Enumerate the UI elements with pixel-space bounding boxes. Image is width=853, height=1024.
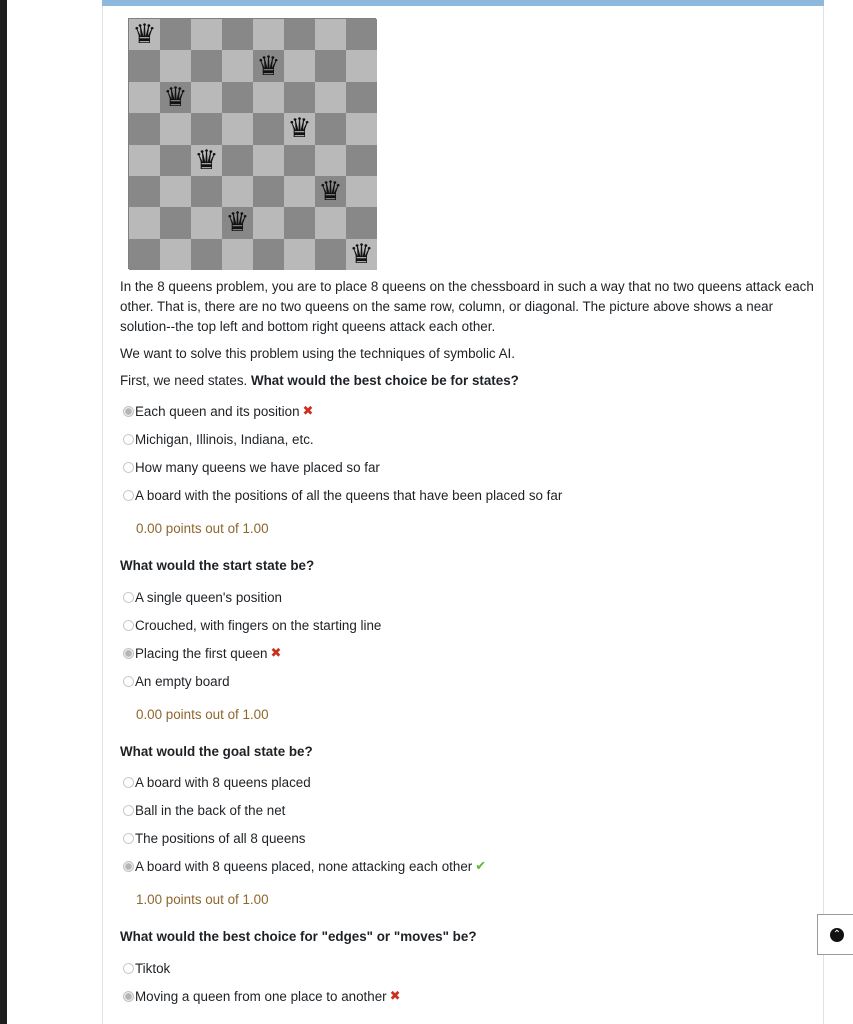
option-label: Crouched, with fingers on the starting line [135,617,382,633]
option-label: A board with the positions of all the queens that have been placed so far [135,487,563,503]
board-square [346,19,377,50]
q1-points: 0.00 points out of 1.00 [136,521,269,536]
board-square [129,50,160,81]
q2-option-2[interactable] [123,616,381,634]
board-square [222,19,253,50]
board-square [315,82,346,113]
question-1-prompt: What would the best choice be for states? [250,373,519,388]
board-square [346,176,377,207]
board-square [160,82,191,113]
board-square [129,113,160,144]
board-square [222,82,253,113]
queen-piece-icon: ♛ [256,50,281,82]
board-square [284,19,315,50]
incorrect-icon: ✖ [389,988,401,1003]
intro-paragraph: In the 8 queens problem, you are to place 8 queens on the chessboard in such a way that no two queens attack each other. That is, there are no two queens on the same row, column, or diagonal. The picture above shows a near solution--the top left and bottom right queens attack each other. [120,279,814,334]
board-square [191,207,222,238]
option-label: An empty board [135,673,230,689]
q3-points: 1.00 points out of 1.00 [136,892,269,907]
board-square [160,19,191,50]
q2-option-3[interactable] [123,644,281,662]
board-square [191,19,222,50]
board-square [315,50,346,81]
question-2-prompt: What would the start state be? [120,558,315,573]
radio-button[interactable] [123,648,134,659]
board-square [284,113,315,144]
question-1-text [120,371,815,391]
board-square [284,145,315,176]
queen-piece-icon: ♛ [318,176,343,208]
board-square [315,145,346,176]
option-label: A board with 8 queens placed, none attacking each other [135,858,473,874]
q4-option-1[interactable] [123,959,170,977]
board-square [160,50,191,81]
q1-option-1[interactable] [123,402,313,420]
left-edge-bar [0,0,7,1024]
option-label: Ball in the back of the net [135,802,286,818]
board-square [191,176,222,207]
radio-button[interactable] [123,434,134,445]
option-label: Moving a queen from one place to another [135,988,387,1004]
q1-option-4[interactable] [123,486,562,504]
radio-button[interactable] [123,620,134,631]
q3-option-2[interactable] [123,801,285,819]
board-square [222,239,253,270]
board-square [160,239,191,270]
scroll-to-top-button[interactable] [817,914,853,955]
board-square [346,239,377,270]
board-square [129,19,160,50]
q1-option-2[interactable] [123,430,314,448]
q2-option-4[interactable] [123,672,230,690]
q1-option-3[interactable] [123,458,380,476]
board-square [129,239,160,270]
board-square [284,50,315,81]
option-label: A board with 8 queens placed [135,774,311,790]
q2-option-1[interactable] [123,588,282,606]
board-square [315,176,346,207]
board-square [222,50,253,81]
board-square [191,145,222,176]
option-label: A single queen's position [135,589,282,605]
board-square [346,50,377,81]
board-square [129,176,160,207]
radio-button[interactable] [123,805,134,816]
option-label: How many queens we have placed so far [135,459,380,475]
board-square [284,82,315,113]
board-square [315,207,346,238]
board-square [315,113,346,144]
queen-piece-icon: ♛ [349,238,374,270]
question-3-prompt: What would the goal state be? [120,744,313,759]
board-square [160,145,191,176]
board-square [129,207,160,238]
board-square [160,113,191,144]
board-square [346,207,377,238]
queen-piece-icon: ♛ [225,207,250,239]
q4-option-2[interactable] [123,987,401,1005]
board-square [191,239,222,270]
board-square [160,207,191,238]
symbolic-ai-text: We want to solve this problem using the techniques of symbolic AI. [120,346,515,361]
board-square [253,82,284,113]
board-square [191,50,222,81]
board-square [253,113,284,144]
board-square [253,207,284,238]
queen-piece-icon: ♛ [132,19,157,51]
radio-button[interactable] [123,676,134,687]
board-square [253,19,284,50]
board-square [129,145,160,176]
board-square [191,113,222,144]
radio-button[interactable] [123,592,134,603]
q3-option-1[interactable] [123,773,311,791]
option-label: Tiktok [135,960,171,976]
board-square [346,82,377,113]
radio-button[interactable] [123,490,134,501]
radio-button[interactable] [123,833,134,844]
board-square [222,176,253,207]
queen-piece-icon: ♛ [163,81,188,113]
queen-piece-icon: ♛ [194,144,219,176]
q3-option-4[interactable] [123,857,486,875]
radio-button[interactable] [123,861,134,872]
board-square [284,207,315,238]
question-4-prompt: What would the best choice for "edges" or "moves" be? [120,929,477,944]
board-square [129,82,160,113]
q2-points: 0.00 points out of 1.00 [136,707,269,722]
board-square [315,19,346,50]
board-square [253,145,284,176]
board-square [253,176,284,207]
option-label: Each queen and its position [135,403,300,419]
option-label: Placing the first queen [135,645,268,661]
arrow-up-icon: ⌃ [830,928,844,942]
board-square [222,113,253,144]
incorrect-icon: ✖ [302,403,314,418]
board-square [222,207,253,238]
board-square [191,82,222,113]
card-top-strip [102,0,824,6]
radio-button[interactable] [123,462,134,473]
question-1-prefix: First, we need states. [120,373,251,388]
board-square [253,50,284,81]
radio-button[interactable] [123,406,134,417]
board-square [315,239,346,270]
option-label: Michigan, Illinois, Indiana, etc. [135,431,314,447]
queen-piece-icon: ♛ [287,113,312,145]
board-square [253,239,284,270]
correct-icon: ✔ [475,858,487,873]
radio-button[interactable] [123,991,134,1002]
chessboard-image [128,18,376,269]
radio-button[interactable] [123,777,134,788]
board-square [222,145,253,176]
incorrect-icon: ✖ [270,645,282,660]
board-square [284,239,315,270]
radio-button[interactable] [123,963,134,974]
board-square [346,145,377,176]
board-square [160,176,191,207]
option-label: The positions of all 8 queens [135,830,306,846]
board-square [346,113,377,144]
board-square [284,176,315,207]
q3-option-3[interactable] [123,829,305,847]
